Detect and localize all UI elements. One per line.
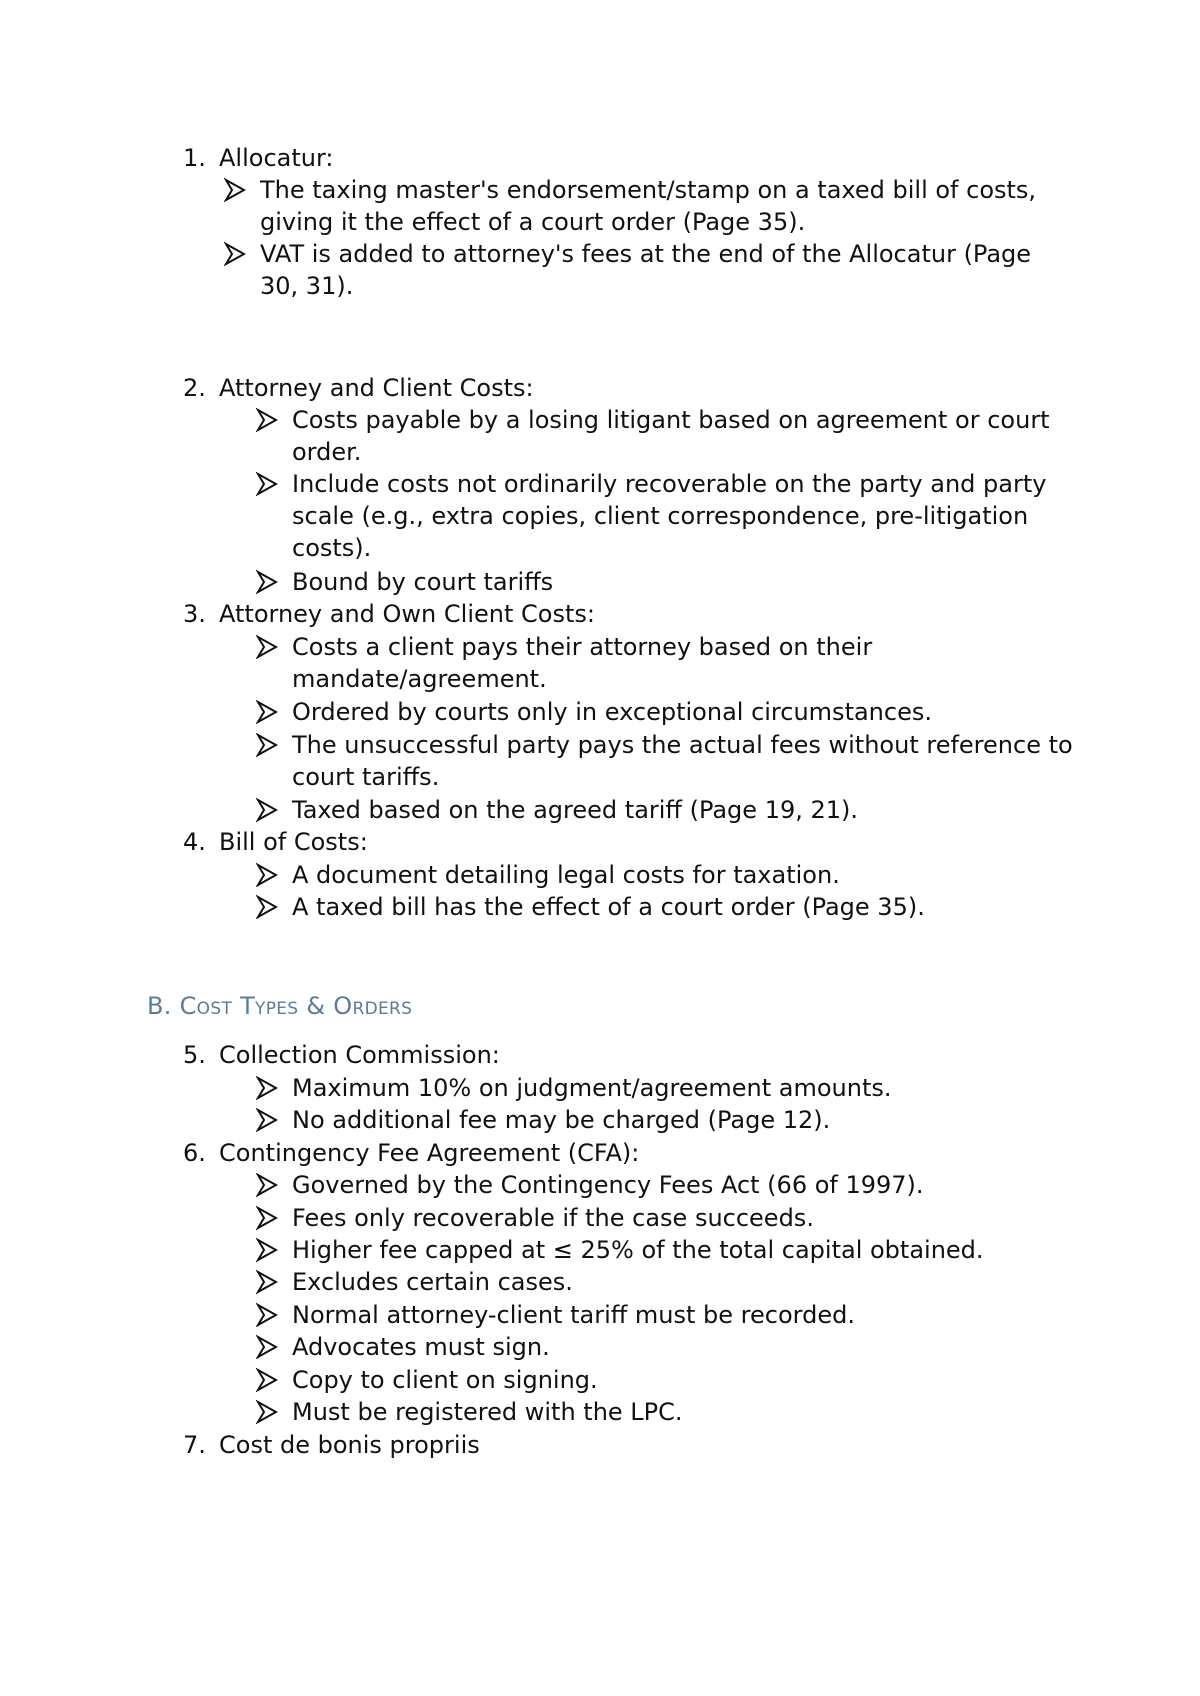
arrowhead-bullet-icon bbox=[256, 1303, 278, 1327]
arrowhead-bullet-icon bbox=[256, 798, 278, 822]
bullet-item: Bound by court tariffs bbox=[256, 566, 1106, 598]
bullet-item: Taxed based on the agreed tariff (Page 19, 21). bbox=[256, 794, 1106, 826]
bullet-item: Copy to client on signing. bbox=[256, 1364, 1106, 1396]
bullet-item: Maximum 10% on judgment/agreement amounts. bbox=[256, 1072, 1106, 1104]
arrowhead-bullet-icon bbox=[224, 242, 246, 266]
arrowhead-bullet-icon bbox=[256, 1108, 278, 1132]
arrowhead-bullet-icon bbox=[224, 178, 246, 202]
list-item-title: Cost de bonis propriis bbox=[219, 1431, 480, 1459]
bullet-item: A document detailing legal costs for taxation. bbox=[256, 859, 1106, 891]
bullet-item: A taxed bill has the effect of a court order (Page 35). bbox=[256, 891, 1106, 923]
arrowhead-bullet-icon bbox=[256, 700, 278, 724]
list-item-2: 2. Attorney and Client Costs: bbox=[183, 374, 534, 402]
bullet-item: Fees only recoverable if the case succeeds. bbox=[256, 1202, 1106, 1234]
list-item-4: 4. Bill of Costs: bbox=[183, 828, 368, 856]
list-item-title: Contingency Fee Agreement (CFA): bbox=[219, 1139, 640, 1167]
arrowhead-bullet-icon bbox=[256, 472, 278, 496]
bullet-item: Normal attorney-client tariff must be recorded. bbox=[256, 1299, 1106, 1331]
arrowhead-bullet-icon bbox=[256, 895, 278, 919]
list-item-1: 1. Allocatur: bbox=[183, 144, 334, 172]
arrowhead-bullet-icon bbox=[256, 570, 278, 594]
bullet-item: Excludes certain cases. bbox=[256, 1266, 1106, 1298]
arrowhead-bullet-icon bbox=[256, 1206, 278, 1230]
arrowhead-bullet-icon bbox=[256, 1173, 278, 1197]
list-item-title: Attorney and Own Client Costs: bbox=[219, 600, 595, 628]
arrowhead-bullet-icon bbox=[256, 1238, 278, 1262]
arrowhead-bullet-icon bbox=[256, 733, 278, 757]
bullet-item: Governed by the Contingency Fees Act (66 of 1997). bbox=[256, 1169, 1106, 1201]
list-item-5: 5. Collection Commission: bbox=[183, 1041, 500, 1069]
bullet-item: No additional fee may be charged (Page 12). bbox=[256, 1104, 1106, 1136]
bullet-item: Ordered by courts only in exceptional circumstances. bbox=[256, 696, 1106, 728]
list-item-title: Collection Commission: bbox=[219, 1041, 500, 1069]
arrowhead-bullet-icon bbox=[256, 635, 278, 659]
arrowhead-bullet-icon bbox=[256, 1270, 278, 1294]
list-item-6: 6. Contingency Fee Agreement (CFA): bbox=[183, 1139, 640, 1167]
list-item-7: 7. Cost de bonis propriis bbox=[183, 1431, 480, 1459]
arrowhead-bullet-icon bbox=[256, 1400, 278, 1424]
bullet-item: Higher fee capped at ≤ 25% of the total capital obtained. bbox=[256, 1234, 1106, 1266]
list-item-title: Allocatur: bbox=[219, 144, 334, 172]
arrowhead-bullet-icon bbox=[256, 408, 278, 432]
list-item-title: Bill of Costs: bbox=[219, 828, 368, 856]
arrowhead-bullet-icon bbox=[256, 1076, 278, 1100]
bullet-item: Costs a client pays their attorney based on their mandate/agreement. bbox=[256, 631, 1106, 695]
bullet-item: The taxing master's endorsement/stamp on a taxed bill of costs, giving it the effect of a court order (Page 35). bbox=[224, 174, 1074, 238]
arrowhead-bullet-icon bbox=[256, 863, 278, 887]
bullet-item: Include costs not ordinarily recoverable on the party and party scale (e.g., extra copies, client correspondence, pre-litigation costs). bbox=[256, 468, 1106, 564]
bullet-item: VAT is added to attorney's fees at the end of the Allocatur (Page 30, 31). bbox=[224, 238, 1074, 302]
bullet-item: Costs payable by a losing litigant based on agreement or court order. bbox=[256, 404, 1106, 468]
section-heading: B. Cost Types & Orders bbox=[147, 992, 413, 1020]
bullet-item: Must be registered with the LPC. bbox=[256, 1396, 1106, 1428]
list-item-3: 3. Attorney and Own Client Costs: bbox=[183, 600, 595, 628]
bullet-item: The unsuccessful party pays the actual fees without reference to court tariffs. bbox=[256, 729, 1106, 793]
arrowhead-bullet-icon bbox=[256, 1335, 278, 1359]
list-item-title: Attorney and Client Costs: bbox=[219, 374, 534, 402]
bullet-item: Advocates must sign. bbox=[256, 1331, 1106, 1363]
arrowhead-bullet-icon bbox=[256, 1368, 278, 1392]
